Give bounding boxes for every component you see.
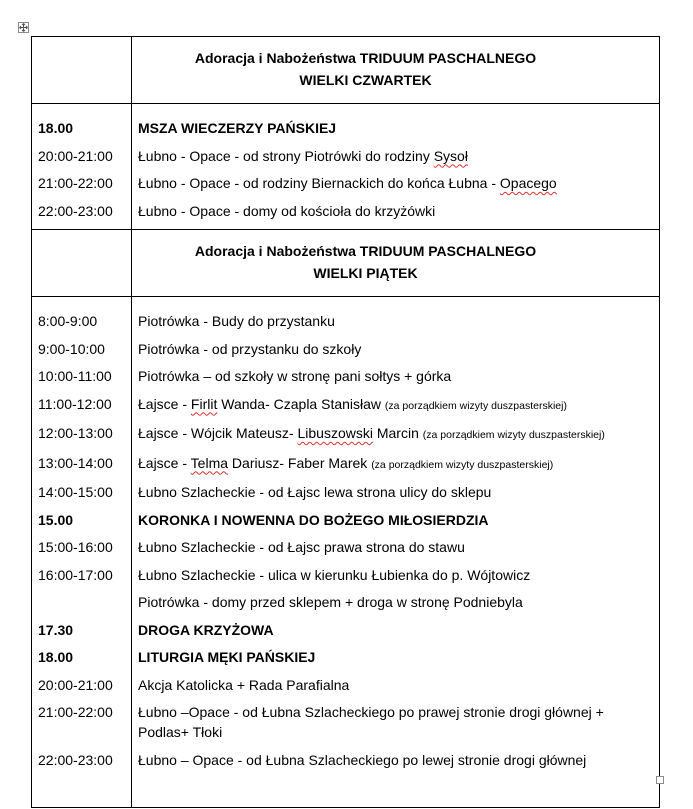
spellcheck-word: Sysoł [433,147,468,164]
day-title-thursday: WIELKI CZWARTEK [299,72,432,88]
time-cell: 21:00-22:00 [38,704,113,720]
table-row [32,143,660,171]
area-cell: Piotrówka – od szkoły w stronę pani sołtys + górka [138,368,452,384]
header-title: Adoracja i Nabożeństwa TRIDUUM PASCHALNEGO [194,243,537,259]
event-cell: KORONKA I NOWENNA DO BOŻEGO MIŁOSIERDZIA [138,511,489,528]
header-title: Adoracja i Nabożeństwa TRIDUUM PASCHALNEGO [194,50,537,66]
table-row [32,699,660,747]
area-cell: Piotrówka - od przystanku do szkoły [138,340,362,357]
table-row [32,534,660,562]
time-cell: 9:00-10:00 [38,340,105,357]
time-cell: 22:00-23:00 [38,202,113,219]
area-cell: Piotrówka - Budy do przystanku [138,313,335,329]
spellcheck-word: Opacego [499,175,557,191]
day-title-friday: WIELKI PIĄTEK [313,265,418,281]
area-text: Łubno - Opace - od strony Piotrówki do rodziny [138,147,434,164]
spellcheck-word: Firlit [190,395,218,412]
area-cell [138,391,653,421]
time-cell: 15.00 [38,511,74,528]
table-row [32,450,660,480]
area-text: Wanda- Czapla Stanisław [217,395,385,412]
friday-header-cell [132,230,660,285]
table-row [32,479,660,507]
time-cell: 11:00-12:00 [38,395,112,412]
schedule-table [31,36,660,808]
header-empty-cell [32,230,132,285]
table-row [32,672,660,700]
area-text: Dariusz- Faber Marek [228,454,372,471]
area-cell [138,420,653,450]
area-cell: Łubno Szlacheckie - od Łajsc prawa strona do stawu [138,539,465,555]
area-cell: Piotrówka - domy przed sklepem + droga w stronę Podniebyla [138,594,523,610]
table-row [32,644,660,672]
table-row [32,391,660,421]
table-row [32,589,660,617]
time-cell: 13:00-14:00 [38,454,113,471]
table-row [32,747,660,775]
visit-note: (za porządkiem wizyty duszpasterskiej) [371,458,554,471]
visit-note: (za porządkiem wizyty duszpasterskiej) [384,399,567,412]
event-cell: LITURGIA MĘKI PAŃSKIEJ [138,649,316,665]
friday-header-row [32,230,660,285]
header-empty-cell [32,37,132,92]
area-text: Łajsce - [138,454,191,471]
area-cell [138,143,653,171]
table-move-handle-icon[interactable] [18,22,29,33]
time-cell: 10:00-11:00 [38,368,112,384]
area-cell: Akcja Katolicka + Rada Parafialna [138,676,350,693]
table-row [32,617,660,645]
area-text: Łubno - Opace - od rodziny Biernackich do końca Łubna - [138,175,500,191]
time-cell: 14:00-15:00 [38,484,113,500]
table-resize-handle[interactable] [656,776,664,784]
area-cell: Łubno - Opace - domy od kościoła do krzyżówki [138,202,436,219]
table-row [32,104,660,143]
area-text: Łajsce - Wójcik Mateusz- [138,425,298,441]
area-cell: Łubno Szlacheckie - od Łajsc lewa strona ulicy do sklepu [138,484,492,500]
spellcheck-word: Telma [190,454,229,471]
time-cell: 8:00-9:00 [38,313,98,329]
area-cell [138,170,653,198]
table-row [32,363,660,391]
time-cell: 16:00-17:00 [38,566,113,583]
spellcheck-word: Libuszowski [297,425,373,441]
time-cell: 22:00-23:00 [38,752,113,768]
area-cell: Łubno – Opace - od Łubna Szlacheckiego po lewej stronie drogi głównej [138,752,587,768]
event-cell: DROGA KRZYŻOWA [138,621,274,638]
area-cell: Łubno Szlacheckie - ulica w kierunku Łubienka do p. Wójtowicz [138,566,531,583]
table-row [32,420,660,450]
area-text: Marcin [372,425,423,441]
event-cell: MSZA WIECZERZY PAŃSKIEJ [138,120,337,136]
table-row [32,507,660,535]
table-row [32,562,660,590]
area-text: Łajsce - [138,395,191,412]
table-row [32,297,660,336]
time-cell: 18.00 [38,649,74,665]
time-cell: 20:00-21:00 [38,147,113,164]
time-cell: 20:00-21:00 [38,676,113,693]
thursday-header-row [32,37,660,92]
table-row [32,170,660,198]
area-cell: Łubno –Opace - od Łubna Szlacheckiego po prawej stronie drogi głównej + Podlas+ Tłoki [138,704,604,740]
time-cell: 17.30 [38,621,74,638]
time-cell: 15:00-16:00 [38,539,113,555]
thursday-header-cell [132,37,660,92]
table-row [32,198,660,230]
time-cell: 12:00-13:00 [38,425,113,441]
time-cell: 21:00-22:00 [38,175,113,191]
table-row [32,336,660,364]
time-cell: 18.00 [38,120,74,136]
area-cell [138,450,653,480]
visit-note: (za porządkiem wizyty duszpasterskiej) [422,429,605,441]
time-cell [38,589,125,617]
